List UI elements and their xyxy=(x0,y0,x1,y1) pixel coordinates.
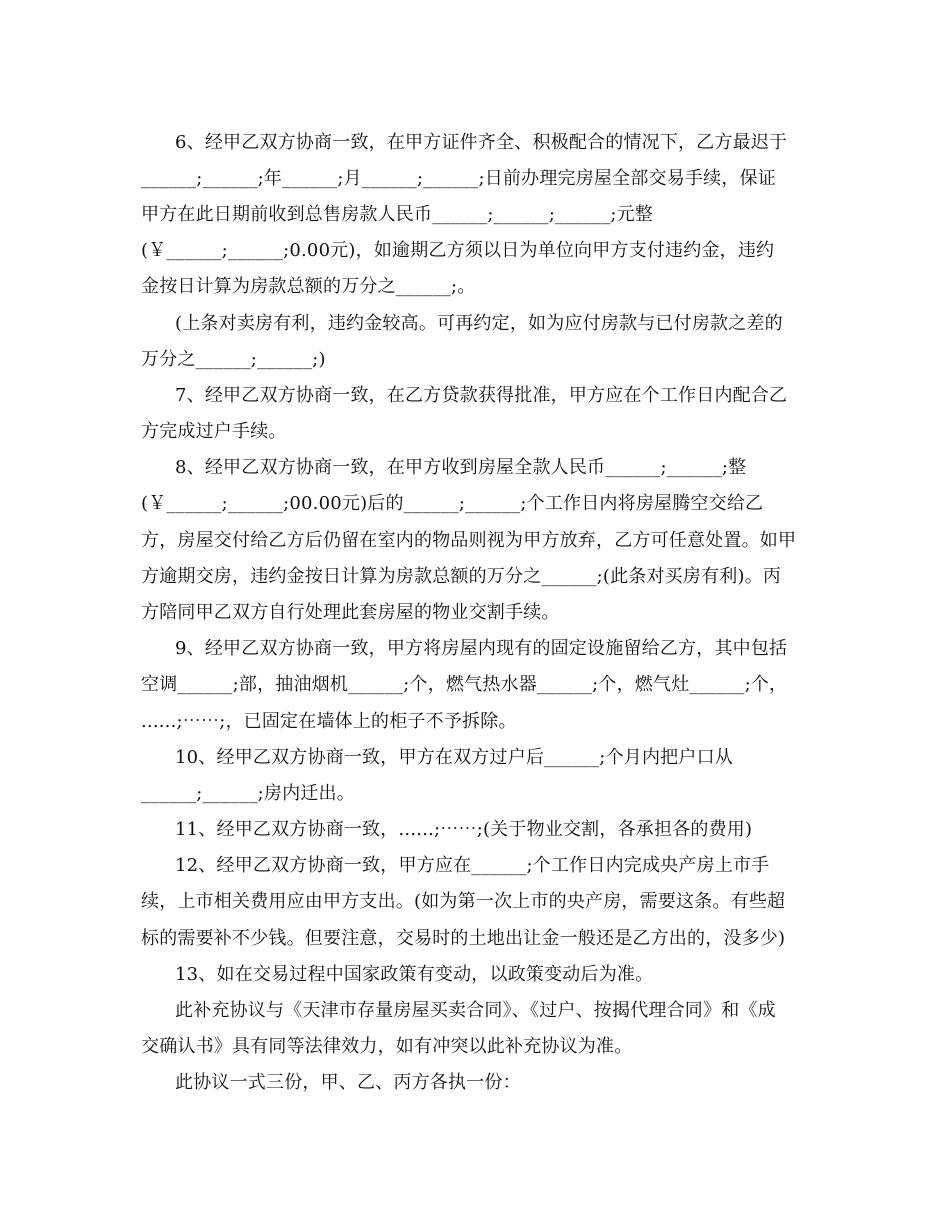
text-line: 7、经甲乙双方协商一致，在乙方贷款获得批准，甲方应在个工作日内配合乙 xyxy=(175,385,788,406)
text-line: 空调______;部，抽油烟机______;个，燃气热水器______;个，燃气灶______;个， xyxy=(141,674,788,695)
text-line: 9、经甲乙双方协商一致，甲方将房屋内现有的固定设施留给乙方，其中包括 xyxy=(175,638,788,659)
text-line: 8、经甲乙双方协商一致，在甲方收到房屋全款人民币______;______;整 xyxy=(175,457,747,478)
text-line: 13、如在交易过程中国家政策有变动，以政策变动后为准。 xyxy=(175,964,654,985)
text-line: (上条对卖房有利，违约金较高。可再约定，如为应付房款与已付房款之差的 xyxy=(175,313,783,334)
text-line: ......;⋯⋯;，已固定在墙体上的柜子不予拆除。 xyxy=(141,711,517,732)
text-line: 标的需要补不少钱。但要注意，交易时的土地出让金一般还是乙方出的，没多少) xyxy=(141,928,786,949)
text-line: 金按日计算为房款总额的万分之______;。 xyxy=(141,276,476,297)
text-line: 此补充协议与《天津市存量房屋买卖合同》、《过户、按揭代理合同》和《成 xyxy=(175,1000,776,1021)
text-line: 方完成过户手续。 xyxy=(141,421,287,442)
text-line: ______;______;年______;月______;______;日前办理完房屋全部交易手续，保证 xyxy=(141,168,776,189)
text-line: 万分之______;______;) xyxy=(141,349,326,370)
text-line: (￥______;______;0.00元)，如逾期乙方须以日为单位向甲方支付违约金，违约 xyxy=(141,240,775,261)
text-line: 方陪同甲乙双方自行处理此套房屋的物业交割手续。 xyxy=(141,602,560,623)
text-line: 甲方在此日期前收到总售房款人民币______;______;______;元整 xyxy=(141,204,653,225)
text-line: 续，上市相关费用应由甲方支出。(如为第一次上市的央产房，需要这条。有些超 xyxy=(141,891,786,912)
text-line: 交确认书》具有同等法律效力，如有冲突以此补充协议为准。 xyxy=(141,1036,633,1057)
text-line: 12、经甲乙双方协商一致，甲方应在______;个工作日内完成央产房上市手 xyxy=(175,855,770,876)
text-line: (￥______;______;00.00元)后的______;______;个工作日内将房屋腾空交给乙 xyxy=(141,493,764,514)
text-line: 方，房屋交付给乙方后仍留在室内的物品则视为甲方放弃，乙方可任意处置。如甲 xyxy=(141,530,797,551)
text-line: 6、经甲乙双方协商一致，在甲方证件齐全、积极配合的情况下，乙方最迟于 xyxy=(175,132,788,153)
text-line: 11、经甲乙双方协商一致，......;⋯⋯;(关于物业交割，各承担各的费用) xyxy=(175,819,753,840)
text-line: 方逾期交房，违约金按日计算为房款总额的万分之______;(此条对买房有利)。丙 xyxy=(141,566,782,587)
text-line: ______;______;房内迁出。 xyxy=(141,783,355,804)
text-line: 此协议一式三份，甲、乙、丙方各执一份： xyxy=(175,1072,521,1093)
text-line: 10、经甲乙双方协商一致，甲方在双方过户后______;个月内把户口从 xyxy=(175,747,733,768)
